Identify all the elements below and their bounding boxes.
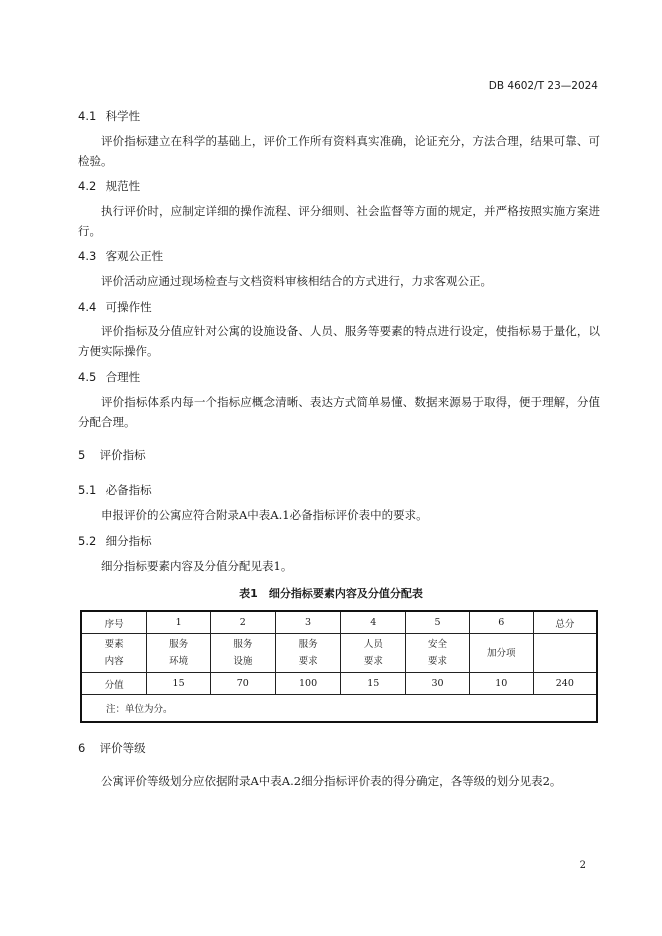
section-body-5-1: 申报评价的公寓应符合附录A中表A.1必备指标评价表中的要求。 [101,508,428,522]
header-cell: 序号 [81,611,147,634]
chapter-body-6: 公寓评价等级划分应依据附录A中表A.2细分指标评价表的得分确定，各等级的划分见表2。 [101,774,562,788]
section-title: 必备指标 [105,483,152,497]
cell-line: 服务 [298,639,318,650]
cell-line: 人员 [363,639,383,650]
header-cell: 1 [147,611,211,634]
table-cell: 分值 [81,673,147,695]
table-cell: 100 [275,673,341,695]
section-body-4-5: 评价指标体系内每一个指标应概念清晰、表达方式简单易懂、数据来源易于取得，便于理解，分值分配合理。 [78,395,600,429]
header-cell: 5 [406,611,470,634]
section-number: 5.1 [78,483,97,497]
cell-line: 安全 [428,639,448,650]
table-note: 注：单位为分。 [81,695,597,723]
table-score-row [81,673,597,695]
table-cell [469,634,533,673]
section-number: 4.1 [78,109,97,123]
table-cell: 10 [469,673,533,695]
table-cell [275,634,341,673]
table-element-row [81,634,597,673]
chapter-title: 评价等级 [99,741,146,755]
section-body-4-4: 评价指标及分值应针对公寓的设施设备、人员、服务等要素的特点进行设定，使指标易于量化，以方便实际操作。 [78,324,600,358]
table-cell [210,634,275,673]
header-cell: 6 [469,611,533,634]
section-number: 4.2 [78,179,97,193]
section-heading-4-2 [78,178,140,194]
header-cell: 总分 [533,611,597,634]
section-heading-5-2 [78,533,152,549]
section-heading-4-1 [78,108,140,124]
table-cell: 15 [147,673,211,695]
header-cell: 2 [210,611,275,634]
table-cell-empty [533,634,597,673]
table-cell: 240 [533,673,597,695]
cell-line: 要素 [104,639,124,650]
section-title: 合理性 [105,370,141,384]
chapter-number: 6 [78,741,86,755]
cell-line: 要求 [298,656,318,667]
cell-line: 要求 [428,656,448,667]
table-cell [406,634,470,673]
section-heading-5-1 [78,482,152,498]
section-title: 客观公正性 [105,249,164,263]
section-title: 科学性 [105,109,141,123]
section-title: 可操作性 [105,300,152,314]
chapter-title: 评价指标 [99,448,146,462]
section-number: 4.3 [78,249,97,263]
header-cell: 4 [341,611,406,634]
section-body-5-2: 细分指标要素内容及分值分配见表1。 [101,559,293,573]
section-number: 5.2 [78,534,97,548]
section-heading-4-4 [78,299,152,315]
section-heading-4-3 [78,248,163,264]
section-number: 4.5 [78,370,97,384]
header-cell: 3 [275,611,341,634]
section-body-4-3: 评价活动应通过现场检查与文档资料审核相结合的方式进行，力求客观公正。 [101,274,492,288]
table-header-row [81,611,597,634]
page-number: 2 [579,860,586,871]
table-cell [147,634,211,673]
table-cell: 30 [406,673,470,695]
table-note-row [81,695,597,723]
section-heading-4-5 [78,369,140,385]
section-body-4-2: 执行评价时，应制定详细的操作流程、评分细则、社会监督等方面的规定，并严格按照实施方案进行。 [78,204,600,238]
table-cell [341,634,406,673]
cell-line: 环境 [169,656,189,667]
cell-line: 设施 [233,656,253,667]
section-title: 规范性 [105,179,141,193]
cell-line: 内容 [104,656,124,667]
score-table [80,610,598,723]
cell-line: 服务 [169,639,189,650]
section-title: 细分指标 [105,534,152,548]
table-caption: 表1 细分指标要素内容及分值分配表 [239,587,423,600]
chapter-number: 5 [78,448,86,462]
cell-line: 服务 [233,639,253,650]
chapter-heading-6 [78,740,146,756]
doc-number: DB 4602/T 23—2024 [488,80,598,92]
cell-line: 要求 [363,656,383,667]
table-cell: 15 [341,673,406,695]
table-cell: 70 [210,673,275,695]
cell-line: 加分项 [487,647,516,659]
section-body-4-1: 评价指标建立在科学的基础上，评价工作所有资料真实准确，论证充分，方法合理，结果可靠、可检验。 [78,134,600,168]
section-number: 4.4 [78,300,97,314]
table-cell [81,634,147,673]
chapter-heading-5 [78,447,146,463]
